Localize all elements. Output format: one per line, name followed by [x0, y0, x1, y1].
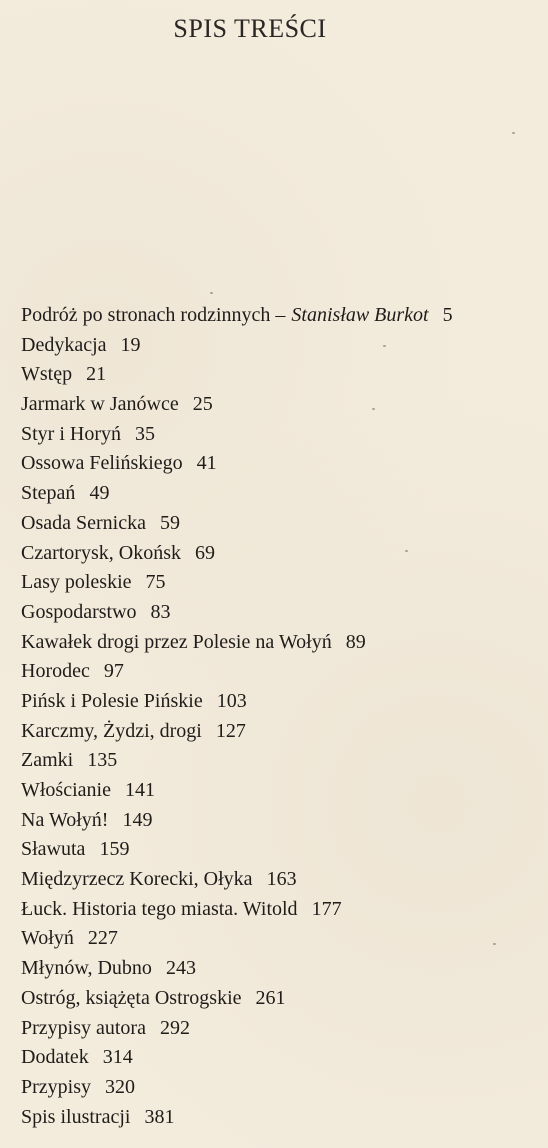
entry-page-number: 320 [105, 1075, 135, 1098]
toc-entry [21, 1103, 541, 1133]
entry-page-number: 59 [159, 511, 180, 534]
toc-entry [21, 984, 541, 1014]
entry-page-number: 103 [216, 689, 247, 712]
entry-title: Dedykacja [21, 333, 107, 356]
table-of-contents [21, 301, 541, 1132]
entry-title: Gospodarstwo [21, 600, 137, 623]
entry-page-number: 97 [103, 660, 124, 683]
entry-page-number: 35 [135, 422, 155, 445]
paper-speck [493, 943, 496, 945]
toc-entry [21, 776, 541, 806]
entry-page-number: 292 [159, 1016, 190, 1039]
entry-title: Ostróg, książęta Ostrogskie [21, 986, 242, 1009]
entry-title: Wołyń [21, 927, 74, 950]
entry-page-number: 21 [86, 363, 107, 386]
entry-title: Lasy poleskie [21, 571, 132, 594]
toc-entry [21, 628, 541, 658]
paper-speck [383, 345, 386, 347]
page-title: SPIS TREŚCI [173, 14, 327, 43]
entry-title: Wstęp [21, 363, 73, 386]
entry-title: Jarmark w Janówce [21, 393, 179, 416]
toc-entry [21, 360, 541, 390]
toc-entry [21, 717, 541, 747]
entry-title: Zamki [21, 749, 74, 772]
entry-page-number: 127 [215, 719, 246, 742]
entry-page-number: 19 [120, 333, 141, 356]
toc-entry [21, 865, 541, 895]
entry-page-number: 49 [89, 482, 110, 505]
entry-title: Łuck. Historia tego miasta. Witold [21, 897, 298, 920]
toc-entry [21, 687, 541, 717]
entry-title: Przypisy [21, 1075, 91, 1098]
entry-page-number: 243 [165, 957, 196, 980]
toc-entry [21, 449, 541, 479]
entry-page-number: 135 [87, 749, 118, 772]
entry-title: Osada Sernicka [21, 511, 146, 534]
entry-page-number: 41 [196, 452, 217, 475]
entry-title: Karczmy, Żydzi, drogi [21, 719, 202, 742]
entry-page-number: 177 [311, 897, 342, 920]
toc-entry [21, 539, 541, 569]
toc-entry [21, 835, 541, 865]
entry-page-number: 314 [102, 1046, 133, 1069]
toc-entry [21, 924, 541, 954]
toc-entry [21, 301, 541, 331]
toc-entry [21, 331, 541, 361]
entry-title: Horodec [21, 660, 90, 683]
entry-title: Pińsk i Polesie Pińskie [21, 689, 203, 712]
toc-entry [21, 746, 541, 776]
toc-entry [21, 657, 541, 687]
paper-speck [372, 408, 375, 410]
entry-page-number: 75 [145, 571, 166, 594]
entry-title: Przypisy autora [21, 1016, 146, 1039]
entry-page-number: 25 [192, 393, 213, 416]
toc-entry [21, 479, 541, 509]
paper-speck [405, 550, 408, 552]
entry-title: Kawałek drogi przez Polesie na Wołyń [21, 630, 332, 653]
entry-title: Na Wołyń! [21, 808, 109, 831]
toc-entry [21, 1014, 541, 1044]
toc-entry [21, 954, 541, 984]
toc-entry [21, 390, 541, 420]
toc-entry [21, 568, 541, 598]
entry-page-number: 83 [150, 600, 171, 623]
entry-page-number: 5 [442, 304, 453, 326]
toc-entry [21, 598, 541, 628]
toc-entry [21, 420, 541, 450]
entry-page-number: 89 [345, 630, 366, 653]
entry-title: Włościanie [21, 779, 111, 801]
toc-entry [21, 895, 541, 925]
entry-page-number: 163 [266, 868, 297, 891]
entry-author: Stanisław Burkot [291, 304, 429, 326]
toc-entry [21, 509, 541, 539]
entry-page-number: 69 [194, 541, 215, 564]
paper-speck [512, 132, 515, 134]
toc-entry [21, 1043, 541, 1073]
entry-title: Sławuta [21, 838, 86, 861]
paper-speck [210, 292, 213, 294]
entry-title: Stepań [21, 482, 76, 505]
entry-title: Ossowa Felińskiego [21, 452, 183, 475]
toc-entry [21, 1073, 541, 1103]
entry-title: Międzyrzecz Korecki, Ołyka [21, 868, 253, 891]
entry-page-number: 149 [122, 808, 153, 831]
entry-title: Dodatek [21, 1046, 89, 1069]
entry-page-number: 261 [255, 986, 286, 1009]
entry-title: Spis ilustracji [21, 1105, 131, 1128]
entry-page-number: 159 [99, 838, 130, 861]
entry-page-number: 381 [144, 1105, 175, 1128]
entry-page-number: 141 [124, 779, 155, 801]
entry-title: Styr i Horyń [21, 422, 121, 445]
entry-title: Młynów, Dubno [21, 957, 152, 980]
entry-page-number: 227 [87, 927, 118, 950]
toc-entry [21, 806, 541, 836]
entry-title: Podróż po stronach rodzinnych – [21, 304, 286, 326]
entry-title: Czartorysk, Okońsk [21, 541, 181, 564]
